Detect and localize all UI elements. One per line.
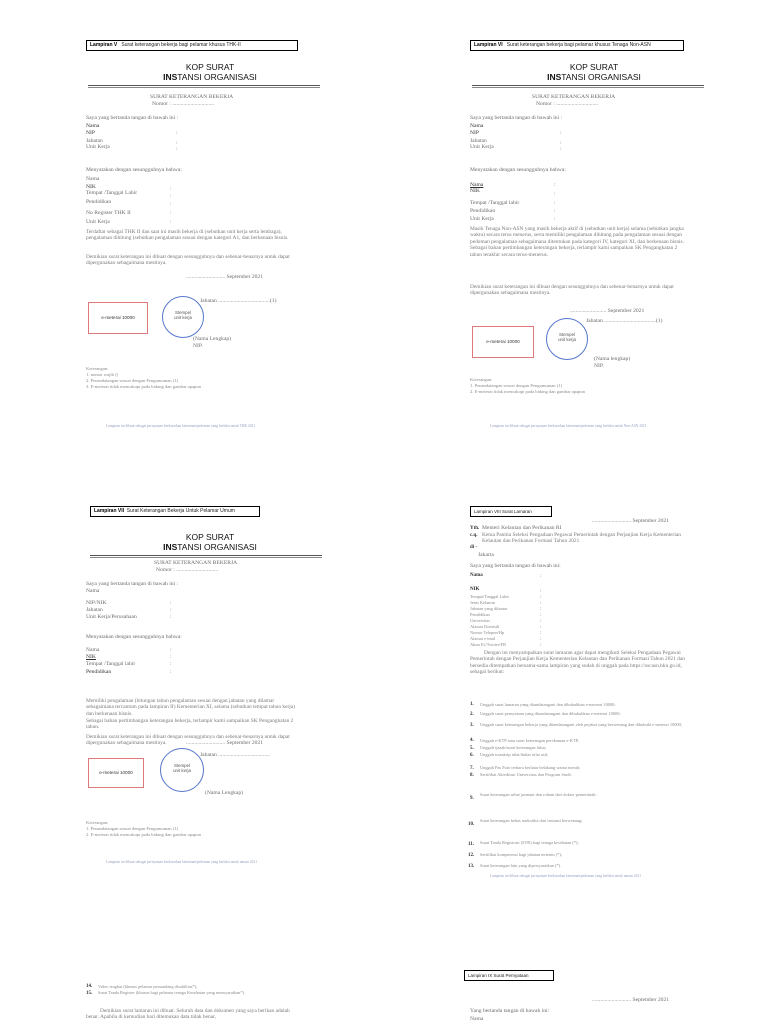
e-meterai-box: e-meterai 10000 — [88, 758, 144, 788]
field-unit: Unit Kerja — [470, 144, 494, 150]
header-rule-thin — [90, 557, 322, 558]
field-register: No Register THK II — [86, 210, 131, 216]
sign-jabatan: Jabatan ..................................... — [200, 752, 270, 758]
body-paragraph: Memiliki pengalaman (hitungan tahun pengalaman sesuai dengan jabatan yang dilamar sebagaimana tercantum pada lampiran II) Kementerian XI, selama (sebutkan tempat tahun kerja) dan berkenaan bisnis. — [86, 698, 295, 717]
field-colon: : — [540, 588, 542, 594]
closing-paragraph: Demikian surat keterangan ini dibuat dengan sesungguhnya dan sebenar-benarnya untuk dapat dipergunakan sebagaimana mestinya. — [86, 254, 290, 267]
field-colon: : — [554, 208, 556, 214]
field-pendidikan: Pendidikan — [86, 669, 112, 675]
stamp-circle — [546, 318, 588, 360]
field-nama: Nama — [470, 123, 484, 129]
sign-date: ............................ September 2021 — [186, 740, 264, 746]
page-lampiran-vii — [0, 480, 384, 880]
page-lampiran-vi — [384, 0, 768, 480]
attachment-item: Unggah transkrip nilai/daftar nilai asli; — [480, 752, 549, 757]
item-number: 12. — [468, 853, 475, 858]
field-colon: : — [540, 618, 542, 624]
kop-instansi-bold: INS — [547, 72, 562, 82]
sign-date: .......................... September 2021 — [570, 308, 645, 314]
intro-text: Saya yang bertanda tangan di bawah ini : — [86, 115, 179, 121]
notes-heading: Keterangan: — [86, 820, 109, 825]
note-3: 3. E-meterai tidak mencakupi pada bidang dan gambar apapun — [86, 384, 201, 389]
field-nik: NIK — [86, 654, 96, 660]
field-jabatan: Jabatan — [86, 607, 103, 613]
field-ttl: Tempat /Tanggal lahir — [470, 200, 520, 206]
note-1: 1. Penandatangan sesuai dengan Pengumuman (1) — [86, 826, 179, 831]
sign-name: (Nama lengkap) NIP. — [594, 356, 631, 369]
city: Jakarta — [478, 552, 494, 558]
field-telepon: Nomor Telepon/Hp — [470, 630, 505, 635]
field-jk: Jenis Kelamin — [470, 600, 495, 605]
stamp-text: Stempel unit kerja — [173, 763, 191, 773]
cq-label: c.q. — [470, 533, 478, 538]
page-lampiran-ix — [384, 960, 768, 1024]
field-jabatan: Jabatan — [470, 138, 487, 144]
page-footer: Lampiran ini dibuat sebagai pernyataan berdasarkan ketentuan/pedoman yang berlaku untuk umum 2021 — [490, 874, 641, 878]
field-alamat: Alamat Domisili — [470, 624, 500, 629]
sign-jabatan: Jabatan .....................................(1) — [586, 318, 663, 324]
field-colon: : — [170, 607, 172, 613]
field-colon: : — [560, 140, 562, 146]
field-colon: : — [170, 210, 172, 216]
intro-text: Saya yang bertanda tangan di bawah ini : — [86, 581, 179, 587]
declaration: Menyatakan dengan sesungguhnya bahwa: — [470, 167, 566, 173]
intro-text: Saya yang bertanda tangan di bawah ini: — [470, 563, 561, 569]
field-colon: : — [170, 201, 172, 207]
item-number: 10. — [468, 822, 475, 827]
field-nip: NIP — [470, 130, 480, 136]
field-colon: : — [540, 636, 542, 642]
field-ttl: Tempat /Tanggal Lahir — [86, 190, 138, 196]
field-colon: : — [540, 573, 542, 579]
attachment-item: Surat keterangan bebas narkotika dari instansi berwenang; — [480, 818, 583, 823]
field-colon: : — [554, 216, 556, 222]
di-label: di - — [470, 545, 478, 550]
page-footer: Lampiran ini dibuat sebagai pernyataan berdasarkan ketentuan/pedoman yang berlaku untuk umum 2021 — [106, 860, 257, 864]
kop-instansi-bold: INS — [163, 72, 178, 82]
item-number: 6. — [470, 753, 474, 758]
field-email: Alamat e-mail — [470, 636, 496, 641]
field-colon: : — [560, 146, 562, 152]
declaration: Menyatakan dengan sesungguhnya bahwa: — [86, 634, 182, 640]
item-number: 13. — [468, 864, 475, 869]
attachment-item: Video singkat (khusus pelamar pemandang disabilitas*); — [98, 984, 198, 989]
header-rule-thin — [472, 87, 704, 88]
field-colon: : — [170, 614, 172, 620]
field-pendidikan: Pendidikan — [470, 612, 490, 617]
stamp-circle — [160, 748, 204, 792]
item-number: 14. — [86, 984, 93, 989]
kop-title: KOP SURAT — [185, 62, 235, 72]
lampiran-label — [90, 506, 260, 517]
item-number: 5. — [470, 746, 474, 751]
item-number: 15. — [86, 991, 93, 996]
field-colon: : — [176, 140, 178, 146]
field-colon: : — [170, 654, 172, 660]
field-universitas: Universitas — [470, 618, 490, 623]
lampiran-label — [86, 40, 298, 51]
field-nama: Nama — [470, 1016, 484, 1022]
item-number: 1. — [470, 702, 474, 707]
field-colon: : — [170, 600, 172, 606]
body-paragraph: Dengan ini menyampaikan surat lamaran agar dapat mengikuti Seleksi Pengadaan Pegawai Pemerintah dengan Perjanjian Kerja Kementerian Kelautan dan Perikanan Formasi Tahun 2021 dan bersedia ditempatkan bersama-sama lampiran yang sudah di unggah pada https://sscasn.bkn.go.id, sebagai berikut: — [470, 650, 685, 676]
kop-surat — [484, 62, 704, 82]
field-colon: : — [560, 130, 562, 136]
attachment-item: Unggah surat pernyataan yang ditandatangani dan dibubuhkan e-meterai 10000; — [480, 711, 621, 716]
field-pendidikan: Pendidikan — [470, 208, 496, 214]
note-1: 1. nomor wajib () — [86, 372, 119, 377]
sign-jabatan: Jabatan .....................................(1) — [200, 298, 277, 304]
attachment-item: Unggah e-KTP atau surat keterangan perekaman e-KTP; — [480, 738, 580, 743]
lampiran-desc: Lampiran VIII Surat Lamaran — [474, 509, 532, 514]
item-number: 3. — [470, 723, 474, 728]
kop-instansi: TANSI ORGANISASI — [177, 72, 257, 82]
doc-title: SURAT KETERANGAN BEKERJA — [154, 560, 238, 566]
letter-date: ............................ September 2021 — [592, 997, 670, 1003]
header-rule — [88, 85, 320, 86]
field-colon: : — [170, 186, 172, 192]
field-colon: : — [540, 624, 542, 630]
yth-label: Yth. — [470, 526, 480, 531]
field-colon: : — [170, 193, 172, 199]
body-paragraph: Masih Tenaga Non-ASN yang masih bekerja aktif di (sebutkan unit kerja) selama (sebutkan jangka waktu) secara terus menerus, serta memiliki pengalaman dihitung pada pengalaman sesuai dengan pedoman pengalaman sebagaimana ditentukan pada kategori IV, kategori XI, dan berkenaan bisnis. Sebagai bahan pertimbangan keterangan bekerja, terlampir kami sampaikan SK Pengangkatan 2 tahun terakhir secara terus-menerus. — [470, 226, 684, 258]
attachment-item: Surat Tanda Register (khusus bagi pelamar tenaga Kesehatan yang mensyaratkan*). — [98, 990, 246, 995]
note-2: 2. Penandatangan sesuai dengan Pengumuman (1) — [86, 378, 179, 383]
page-continuation — [0, 960, 384, 1024]
note-1: 1. Penandatangan sesuai dengan Pengumuman (1) — [470, 383, 563, 388]
closing-paragraph: Demikian surat keterangan ini dibuat dengan sesungguhnya dan sebenar-benarnya untuk dapat dipergunakan sebagaimana mestinya. — [470, 284, 674, 297]
field-colon: : — [540, 606, 542, 612]
field-colon: : — [170, 647, 172, 653]
field-jabatan: Jabatan — [86, 138, 103, 144]
item-number: 8. — [470, 773, 474, 778]
lampiran-label — [470, 506, 552, 517]
addr-line-2: Ketua Panitia Seleksi Pengadaan Pegawai Pemerintah dengan Perjanjian Kerja Kementerian Kelautan dan Perikanan Formasi Tahun 2021 — [482, 532, 681, 545]
field-unit-2: Unit Kerja — [86, 219, 110, 225]
stamp-text: Stempel unit kerja — [174, 310, 192, 320]
item-number: 11. — [468, 842, 474, 847]
doc-number: Nomor : .............................. — [536, 101, 599, 107]
attachment-item: Surat Tanda Registrasi (STR) bagi tenaga kesehatan (*); — [480, 840, 579, 845]
item-number: 7. — [470, 766, 474, 771]
sign-name: (Nama Lengkap) — [205, 790, 244, 796]
field-nama-2: Nama — [86, 176, 100, 182]
field-colon: : — [554, 182, 556, 188]
e-meterai-box: e-meterai 10000 — [472, 326, 534, 358]
declaration: Menyatakan dengan sesungguhnya bahwa: — [86, 167, 182, 173]
doc-number: Nomor : .............................. — [156, 567, 219, 573]
kop-title: KOP SURAT — [569, 62, 619, 72]
field-nik: NIK — [470, 587, 480, 592]
field-ttl: Tempat /Tanggal lahir — [86, 661, 136, 667]
lampiran-desc: Lampiran IX Surat Pernyataan — [468, 973, 529, 978]
attachment-item: Unggah surat lamaran yang ditandatangani dan dibubuhkan e-meterai 10000; — [480, 702, 616, 707]
field-pendidikan: Pendidikan — [86, 199, 112, 205]
field-colon: : — [176, 130, 178, 136]
field-colon: : — [170, 219, 172, 225]
kop-surat — [100, 62, 320, 82]
field-unit: Unit Kerja/Perusahaan — [86, 614, 137, 620]
sign-date: ............................ September 2021 — [186, 274, 264, 280]
lampiran-desc: Surat Keterangan Bekerja Untuk Pelamar Umum — [126, 508, 235, 514]
doc-title: SURAT KETERANGAN BEKERJA — [532, 94, 616, 100]
kop-title: KOP SURAT — [185, 532, 235, 542]
body-paragraph: Terdaftar sebagai THK II dan saat ini masih bekerja di (sebutkan unit kerja serta lembaga), pengalaman dihitung (sebutkan pengalaman sesuai dengan kategori A1, dan berkenaan bisnis. — [86, 229, 289, 242]
page-lampiran-viii — [384, 480, 768, 880]
field-colon: : — [540, 642, 542, 648]
field-colon: : — [554, 200, 556, 206]
field-nik: NIK — [86, 184, 96, 190]
lampiran-number: Lampiran VI — [474, 42, 503, 48]
field-colon: : — [554, 191, 556, 197]
item-number: 4. — [470, 738, 474, 743]
stamp-text: Stempel unit kerja — [558, 332, 576, 342]
item-number: 2. — [470, 712, 474, 717]
field-nip: NIP/NIK — [86, 600, 107, 606]
kop-instansi-bold: INS — [163, 542, 178, 552]
field-colon: : — [170, 669, 172, 675]
field-unit: Unit Kerja — [86, 144, 110, 150]
item-number: 9. — [470, 796, 474, 801]
field-nip: NIP — [86, 130, 96, 136]
lampiran-label — [470, 40, 684, 51]
field-jabatan: Jabatan yang dilamar — [470, 606, 508, 611]
lampiran-desc: Surat keterangan bekerja bagi pelamar khusus THK-II — [121, 42, 241, 48]
stamp-circle — [162, 296, 204, 338]
field-sosmed: Akun IG/Twitter/FB — [470, 642, 506, 647]
field-nama: Nama — [86, 588, 100, 594]
field-colon: : — [540, 630, 542, 636]
field-nama: Nama — [86, 123, 100, 129]
note-2: 2. E-meterai tidak mencakupi pada bidang dan gambar apapun — [470, 389, 585, 394]
field-ttl: Tempat/Tanggal Lahir — [470, 594, 510, 599]
field-nama-2: Nama — [470, 182, 484, 188]
attachment-item: Unggah surat keterangan bekerja yang ditandatangani oleh pejabat yang berwenang dan dibubuhi e-meterai 10000; — [480, 722, 683, 727]
closing-paragraph: Demikian surat lamaran ini dibuat. Seluruh data dan dokumen yang saya berikan adalah benar. Apabila di kemudian hari ditemukan data tidak benar, — [86, 1008, 290, 1021]
header-rule — [90, 555, 322, 556]
attachment-item: Surat keterangan lain yang dipersyaratkan (*). — [480, 863, 562, 868]
attachment-item: Sertifikat Akreditasi Universitas dan Program Studi; — [480, 772, 572, 777]
field-colon: : — [170, 661, 172, 667]
field-nama: Nama — [470, 573, 483, 578]
kop-instansi: TANSI ORGANISASI — [177, 542, 257, 552]
closing-paragraph: Demikian surat keterangan ini dibuat dengan sesungguhnya dan sebenar-benarnya untuk dapat dipergunakan sebagaimana mestinya. — [86, 734, 290, 747]
lampiran-number: Lampiran V — [90, 42, 118, 48]
page-footer: Lampiran ini dibuat sebagai pernyataan berdasarkan ketentuan/pedoman yang berlaku untuk Non-ASN 2021 — [490, 424, 647, 428]
intro-text: Saya yang bertanda tangan di bawah ini : — [470, 115, 563, 121]
header-rule-thin — [88, 87, 320, 88]
attachment-item: Unggah Pas Foto terbaru berlatar belakang warna merah; — [480, 765, 581, 770]
field-colon: : — [176, 146, 178, 152]
field-nama-2: Nama — [86, 647, 100, 653]
notes-heading: Keterangan: — [86, 366, 109, 371]
doc-number: Nomor : .............................. — [152, 101, 215, 107]
attachment-item: Sertifikat kompetensi bagi jabatan tertentu (*); — [480, 852, 563, 857]
body-paragraph-2: Sebagai bahan pertimbangan keterangan bekerja, terlampir kami sampaikan SK Pengangkatan 2 tahun. — [86, 718, 294, 731]
notes-heading: Keterangan: — [470, 377, 493, 382]
field-colon: : — [540, 600, 542, 606]
page-lampiran-v — [0, 0, 384, 480]
intro-text: Yang bertanda tangan di bawah ini: — [470, 1008, 550, 1014]
doc-title: SURAT KETERANGAN BEKERJA — [150, 94, 234, 100]
field-nik: NIK — [470, 188, 480, 194]
header-rule — [472, 85, 704, 86]
lampiran-label — [464, 970, 554, 981]
kop-surat — [100, 532, 320, 552]
attachment-item: Unggah ijazah/surat keterangan lulus; — [480, 745, 547, 750]
letter-date: ............................ September 2021 — [592, 518, 670, 524]
e-meterai-box: e-meterai 10000 — [88, 302, 148, 334]
lampiran-desc: Surat keterangan bekerja bagi pelamar khusus Tenaga Non-ASN — [506, 42, 651, 48]
field-colon: : — [540, 612, 542, 618]
field-unit-2: Unit Kerja — [470, 216, 494, 222]
note-2: 2. E-meterai tidak mencakupi pada bidang dan gambar apapun — [86, 832, 201, 837]
sign-name: (Nama Lengkap) NIP. — [193, 336, 232, 349]
addr-line-1: Menteri Kelautan dan Perikanan RI — [482, 525, 562, 531]
lampiran-number: Lampiran VII — [94, 508, 125, 514]
kop-instansi: TANSI ORGANISASI — [561, 72, 641, 82]
page-footer: Lampiran ini dibuat sebagai pernyataan berdasarkan ketentuan/pedoman yang berlaku untuk THK 2021 — [106, 424, 256, 428]
attachment-item: Surat keterangan sehat jasmani dan rohani dari dokter pemerintah; — [480, 792, 597, 797]
field-colon: : — [540, 594, 542, 600]
